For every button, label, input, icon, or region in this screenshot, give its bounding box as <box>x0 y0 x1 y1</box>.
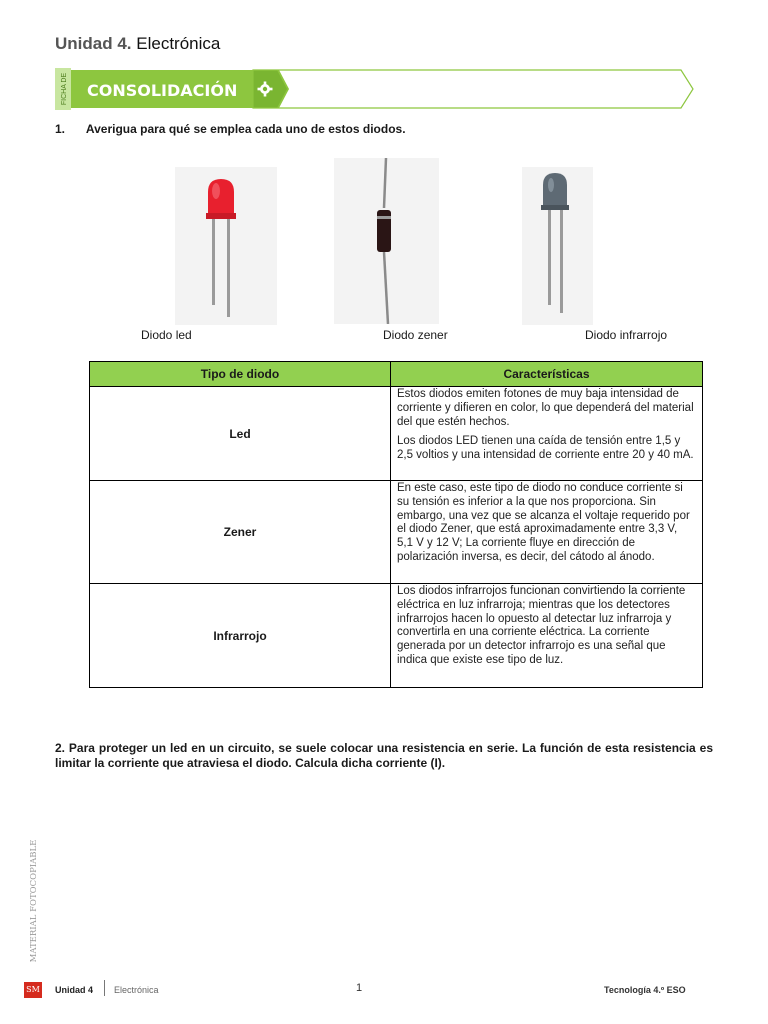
banner-tag: FICHA DE <box>61 72 68 106</box>
led-caption: Diodo led <box>141 328 192 342</box>
side-label <box>26 840 40 962</box>
subject-label: Electrónica <box>136 34 221 53</box>
infrared-caption: Diodo infrarrojo <box>585 328 668 342</box>
table-row <box>90 387 703 481</box>
infrared-diode-photo <box>522 167 593 325</box>
diode-type-cell: Led <box>90 387 391 481</box>
zener-caption: Diodo zener <box>383 328 448 342</box>
description-paragraph: Los diodos LED tienen una caída de tensión entre 1,5 y 2,5 voltios y una intensidad de corriente entre 20 y 40 mA. <box>397 435 694 462</box>
description-paragraph: Estos diodos emiten fotones de muy baja intensidad de corriente y difieren en color, lo que dependerá del material del que estén hechos. <box>397 388 694 428</box>
unit-label: Unidad 4. <box>55 34 132 53</box>
publisher-logo: SM <box>24 982 42 998</box>
banner-title: CONSOLIDACIÓN <box>87 81 238 100</box>
footer-unit: Unidad 4 <box>55 985 94 995</box>
footer-subject: Electrónica <box>114 985 159 995</box>
consolidacion-banner <box>55 68 695 110</box>
diode-description-cell <box>391 481 703 584</box>
diode-table <box>89 361 703 688</box>
page-footer <box>0 978 768 1002</box>
question-2: 2. Para proteger un led en un circuito, se suele colocar una resistencia en serie. La función de esta resistencia es limitar la corriente que atraviesa el diodo. Calcula dicha corriente (I). <box>55 741 713 770</box>
table-row <box>90 584 703 688</box>
table-row <box>90 481 703 584</box>
column-header: Tipo de diodo <box>90 362 391 387</box>
footer-course: Tecnología 4.º ESO <box>604 985 686 995</box>
description-paragraph: En este caso, este tipo de diodo no conduce corriente si su tensión es inferior a la que nos proporciona. Sin embargo, una vez que se alcanza el voltaje requerido por el diodo Zener, que está aproximadamente entre 3,3 V, 5,1 V y 12 V; La corriente fluye en dirección de polarización inversa, es decir, del cátodo al ánodo. <box>397 482 690 563</box>
question-1 <box>55 122 406 136</box>
diode-type-cell: Infrarrojo <box>90 584 391 688</box>
side-label-text: MATERIAL FOTOCOPIABLE <box>29 840 39 962</box>
page-title <box>55 34 220 54</box>
question-1-number: 1. <box>55 122 66 136</box>
diode-description-cell <box>391 584 703 688</box>
description-paragraph: Los diodos infrarrojos funcionan convirtiendo la corriente eléctrica en luz infrarroja; mientras que los detectores infrarrojos hacen lo opuesto al detectar luz infrarroja y convertirla en una corriente eléctrica. La corriente generada por un detector infrarrojo es una señal que indica que existe ese tipo de luz. <box>397 585 686 666</box>
footer-divider <box>104 980 105 996</box>
column-header: Características <box>391 362 703 387</box>
led-diode-photo <box>175 167 277 325</box>
diode-type-cell: Zener <box>90 481 391 584</box>
question-1-text: Averigua para qué se emplea cada uno de estos diodos. <box>85 122 406 136</box>
page-number: 1 <box>356 982 363 994</box>
table-header-row <box>90 362 703 387</box>
diode-description-cell <box>391 387 703 481</box>
zener-diode-photo <box>334 158 439 324</box>
